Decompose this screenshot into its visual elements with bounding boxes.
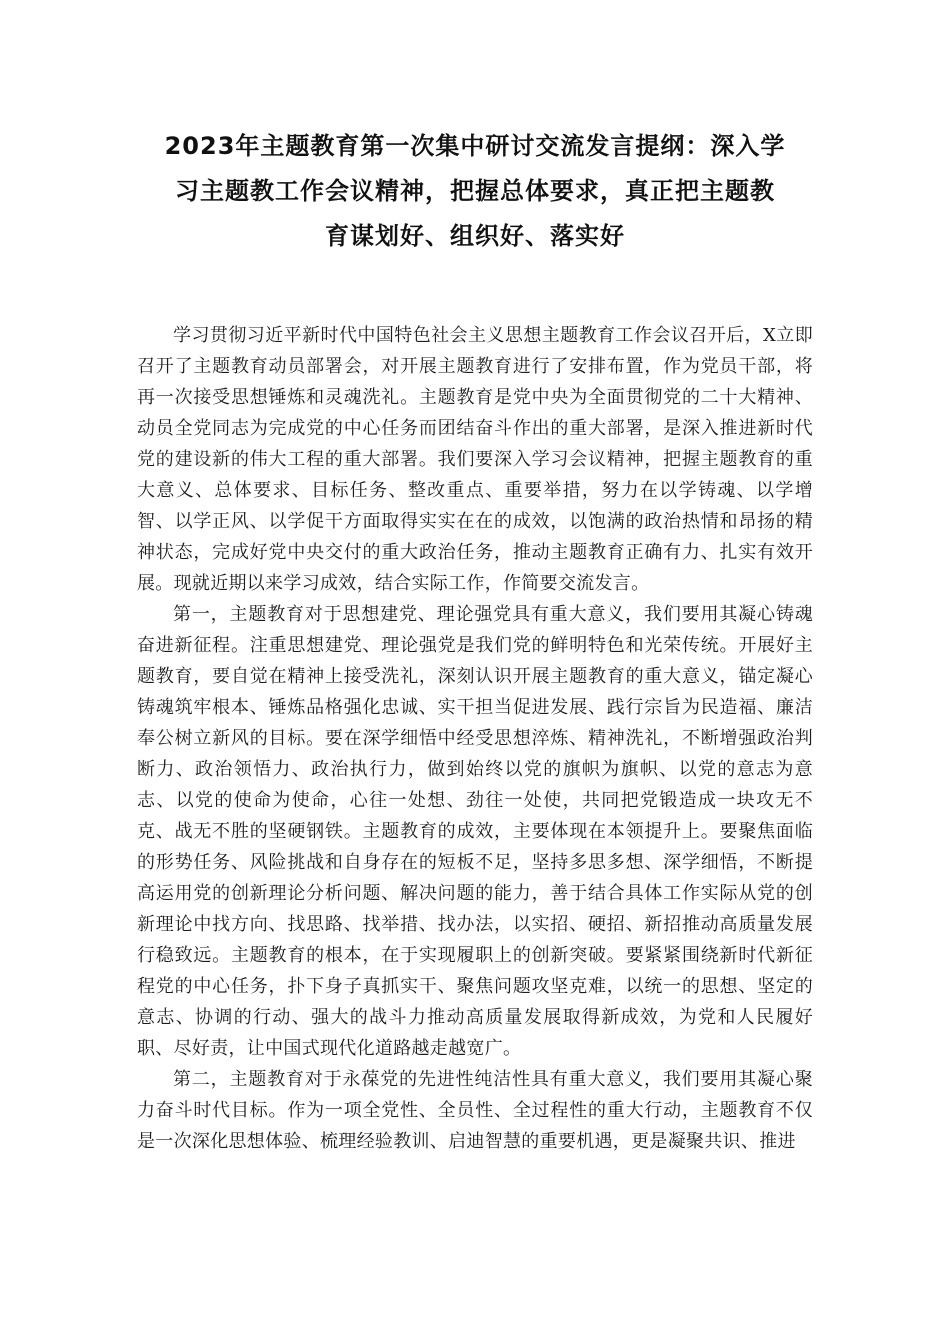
paragraph-second-point: 第二，主题教育对于永葆党的先进性纯洁性具有重大意义，我们要用其凝心聚力奋斗时代目标。作为一项全党性、全员性、全过程性的重大行动，主题教育不仅是一次深化思想体验、梳理经验教训、启迪智慧的重要机遇，更是凝聚共识、推进	[137, 1069, 813, 1152]
paragraph-first-point: 第一，主题教育对于思想建党、理论强党具有重大意义，我们要用其凝心铸魂奋进新征程。注重思想建党、理论强党是我们党的鲜明特色和光荣传统。开展好主题教育，要自觉在精神上接受洗礼，深刻认识开展主题教育的重大意义，锚定凝心铸魂筑牢根本、锤炼品格强化忠诚、实干担当促进发展、践行宗旨为民造福、廉洁奉公树立新风的目标。要在深学细悟中经受思想淬炼、精神洗礼，不断增强政治判断力、政治领悟力、政治执行力，做到始终以党的旗帜为旗帜、以党的意志为意志、以党的使命为使命，心往一处想、劲往一处使，共同把党锻造成一块攻无不克、战无不胜的坚硬钢铁。主题教育的成效，主要体现在本领提升上。要聚焦面临的形势任务、风险挑战和自身存在的短板不足，坚持多思多想、深学细悟，不断提高运用党的创新理论分析问题、解决问题的能力，善于结合具体工作实际从党的创新理论中找方向、找思路、找举措、找办法，以实招、硬招、新招推动高质量发展行稳致远。主题教育的根本，在于实现履职上的创新突破。要紧紧围绕新时代新征程党的中心任务，扑下身子真抓实干、聚焦问题攻坚克难，以统一的思想、坚定的意志、协调的行动、强大的战斗力推动高质量发展取得新成效，为党和人民履好职、尽好责，让中国式现代化道路越走越宽广。	[137, 604, 813, 1059]
title-line-3: 育谋划好、组织好、落实好	[325, 222, 625, 250]
title-line-2: 习主题教工作会议精神，把握总体要求，真正把主题教	[175, 177, 775, 205]
paragraph-intro: 学习贯彻习近平新时代中国特色社会主义思想主题教育工作会议召开后，X立即召开了主题教育动员部署会，对开展主题教育进行了安排布置，作为党员干部，将再一次接受思想锤炼和灵魂洗礼。主题教育是党中央为全面贯彻党的二十大精神、动员全党同志为完成党的中心任务而团结奋斗作出的重大部署，是深入推进新时代党的建设新的伟大工程的重大部署。我们要深入学习会议精神，把握主题教育的重大意义、总体要求、目标任务、整改重点、重要举措，努力在以学铸魂、以学增智、以学正风、以学促干方面取得实实在在的成效，以饱满的政治热情和昂扬的精神状态，完成好党中央交付的重大政治任务，推动主题教育正确有力、扎实有效开展。现就近期以来学习成效，结合实际工作，作简要交流发言。	[137, 325, 813, 594]
document-title	[120, 124, 830, 259]
title-line-1: 2023年主题教育第一次集中研讨交流发言提纲：深入学	[164, 132, 786, 160]
document-body	[137, 320, 813, 1157]
